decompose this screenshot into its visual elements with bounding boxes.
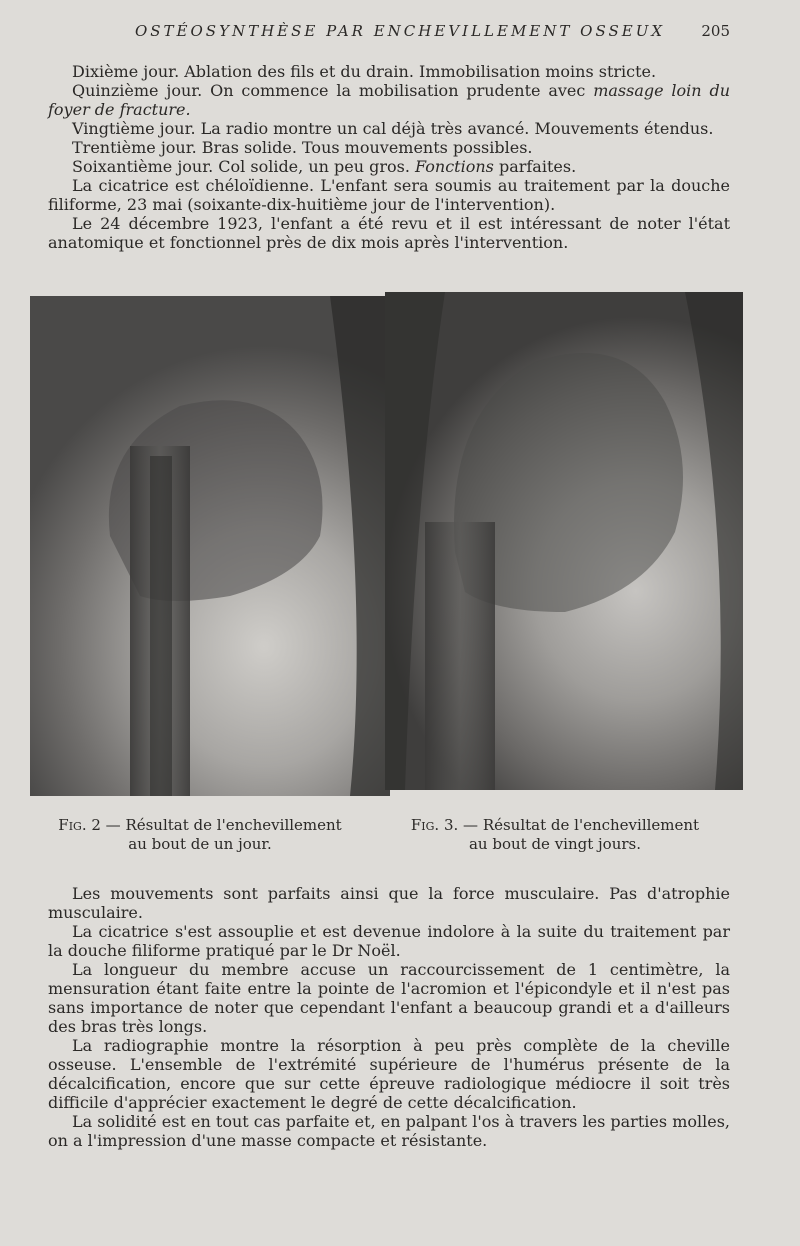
page-number: 205 (701, 22, 730, 40)
paragraph: Les mouvements sont parfaits ainsi que la force musculaire. Pas d'atrophie musculaire. (48, 884, 730, 922)
paragraph: La cicatrice est chéloïdienne. L'enfant sera soumis au traitement par la douche filiforme, 23 mai (soixante-dix-huitième jour de l'intervention). (48, 176, 730, 214)
paragraph: La longueur du membre accuse un raccourcissement de 1 centimètre, la mensuration étant faite entre la pointe de l'acromion et l'épicondyle et il n'est pas sans importance de noter que cependant l'enfant a beaucoup grandi et a d'ailleurs des bras très longs. (48, 960, 730, 1036)
running-head (0, 22, 800, 44)
paragraph-text: parfaites. (493, 157, 577, 176)
paragraph: La cicatrice s'est assouplie et est devenue indolore à la suite du traitement par la douche filiforme pratiqué par le Dr Noël. (48, 922, 730, 960)
paragraph (48, 81, 730, 119)
figure-3-radiograph (385, 292, 743, 790)
figure-label: Fig. 2 (58, 816, 101, 834)
paragraph-text: Quinzième jour. On commence la mobilisation prudente avec (72, 81, 594, 100)
paragraph: Vingtième jour. La radio montre un cal déjà très avancé. Mouvements étendus. (72, 119, 714, 138)
italic-text: massage loin du foyer de fracture. (48, 81, 730, 119)
paragraph: Trentième jour. Bras solide. Tous mouvements possibles. (72, 138, 533, 157)
top-text-block (48, 62, 730, 252)
figure-label: Fig. 3. (410, 816, 459, 834)
paragraph: Le 24 décembre 1923, l'enfant a été revu et il est intéressant de noter l'état anatomique et fonctionnel près de dix mois après l'intervention. (48, 214, 730, 252)
caption-text: — Résultat de l'enchevillement au bout de vingt jours. (458, 816, 700, 853)
italic-text: Fonctions (415, 157, 494, 176)
paragraph-text: Soixantième jour. Col solide, un peu gros. (72, 157, 416, 176)
figure-3-caption (405, 816, 705, 854)
running-title: OSTÉOSYNTHÈSE PAR ENCHEVILLEMENT OSSEUX (134, 22, 666, 40)
figure-2-radiograph (30, 296, 390, 796)
figure-2-caption (50, 816, 350, 854)
paragraph: Dixième jour. Ablation des fils et du drain. Immobilisation moins stricte. (72, 62, 657, 81)
xray-shoulder-image (385, 292, 743, 790)
bottom-text-block (48, 884, 730, 1150)
paragraph: La radiographie montre la résorption à peu près complète de la cheville osseuse. L'ensemble de l'extrémité supérieure de l'humérus présente de la décalcification, encore que sur cette épreuve radiologique médiocre il soit très difficile d'apprécier exactement le degré de cette décalcification. (48, 1036, 730, 1112)
paragraph: La solidité est en tout cas parfaite et, en palpant l'os à travers les parties molles, on a l'impression d'une masse compacte et résistante. (48, 1112, 730, 1150)
caption-text: — Résultat de l'enchevillement au bout de un jour. (100, 816, 342, 853)
xray-shoulder-image (30, 296, 390, 796)
paragraph (48, 157, 730, 176)
